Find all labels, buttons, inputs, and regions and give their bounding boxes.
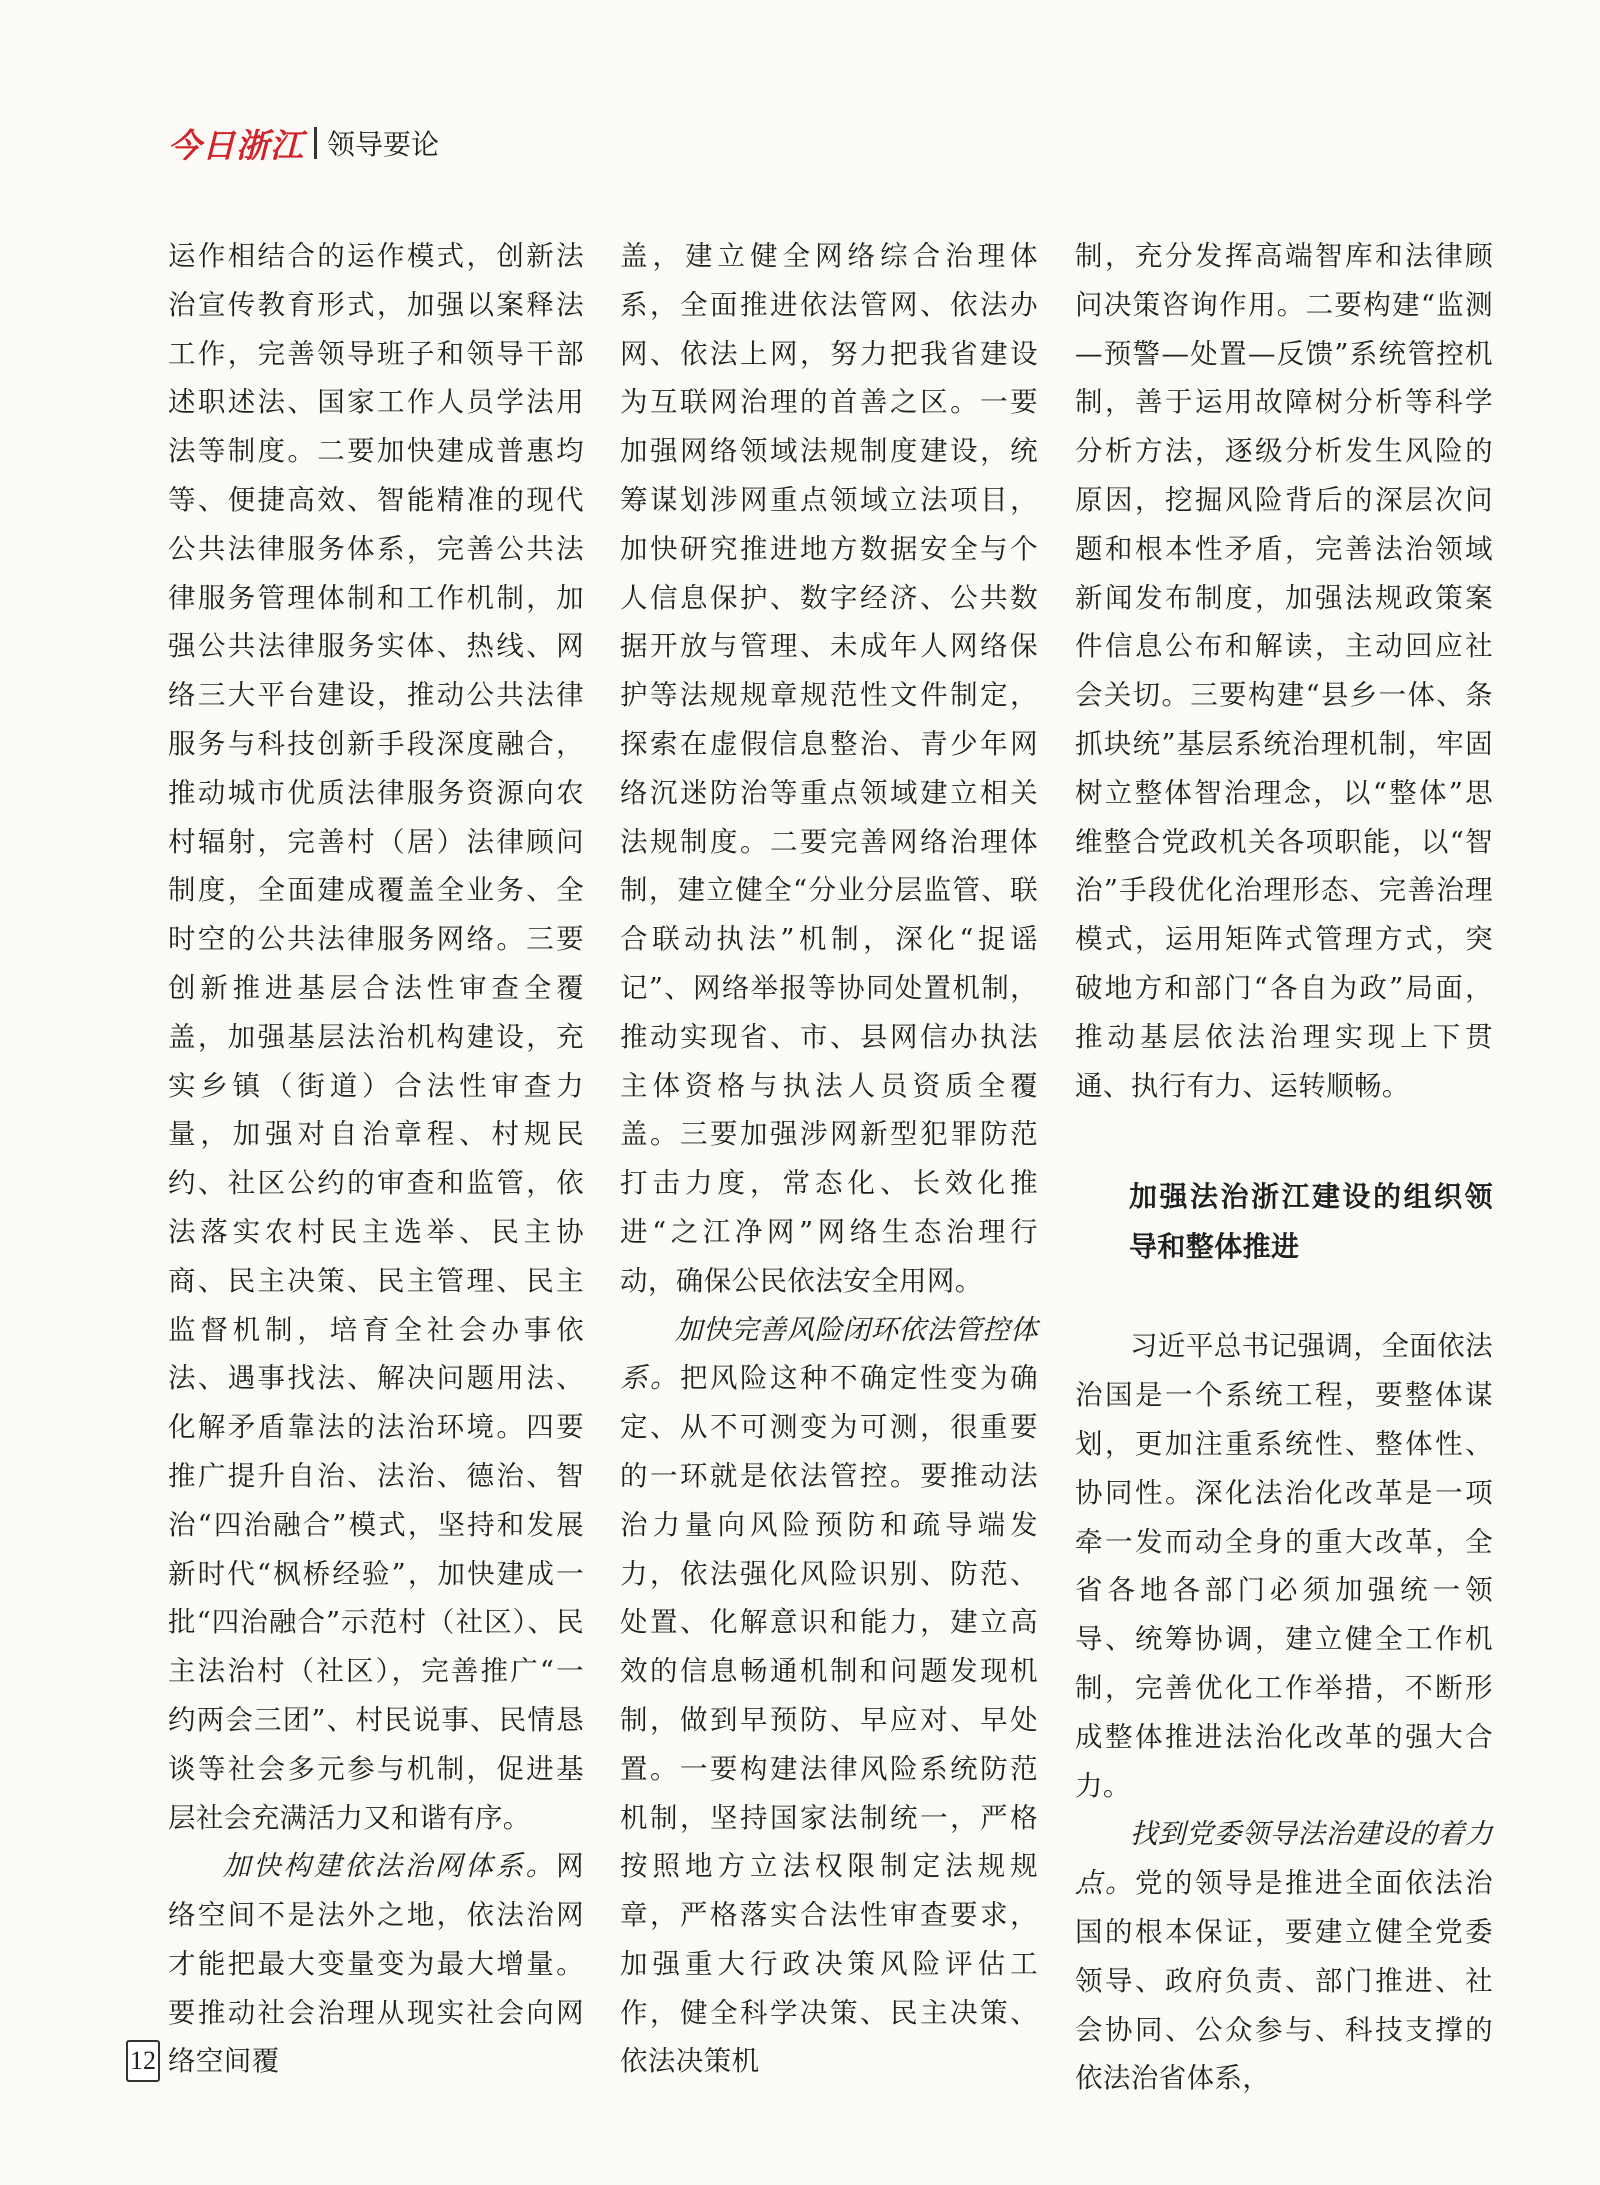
article-column-3: [1075, 232, 1493, 2103]
paragraph-lead: 找到党委领导法治建设的着力点。: [1075, 1818, 1493, 1900]
paragraph: 习近平总书记强调，全面依法治国是一个系统工程，要整体谋划，更加注重系统性、整体性、协同性。深化法治化改革是一项牵一发而动全身的重大改革，全省各地各部门必须加强统一领导、统筹协调，建立健全工作机制，完善优化工作举措，不断形成整体推进法治化改革的强大合力。: [1075, 1330, 1493, 1802]
magazine-logo: 今日浙江: [168, 125, 304, 165]
section-title: 领导要论: [327, 128, 440, 161]
paragraph: [168, 1842, 584, 2086]
article-column-1: [168, 232, 584, 2086]
page-header: [168, 120, 439, 166]
subsection-heading: 加强法治浙江建设的组织领导和整体推进: [1129, 1180, 1493, 1264]
paragraph: [1075, 1810, 1493, 2103]
page-number: 12: [126, 2040, 160, 2082]
paragraph: [620, 1306, 1038, 2087]
header-divider: [314, 127, 317, 159]
paragraph-lead: 加快构建依法治网体系。: [223, 1850, 557, 1883]
paragraph-body: 党的领导是推进全面依法治国的根本保证，要建立健全党委领导、政府负责、部门推进、社会协同、公众参与、科技支撑的依法治省体系，: [1075, 1867, 1493, 2095]
paragraph: 制，充分发挥高端智库和法律顾问决策咨询作用。二要构建“监测—预警—处置—反馈”系统管控机制，善于运用故障树分析等科学分析方法，逐级分析发生风险的原因，挖掘风险背后的深层次问题和根本性矛盾，完善法治领域新闻发布制度，加强法规政策案件信息公布和解读，主动回应社会关切。三要构建“县乡一体、条抓块统”基层系统治理机制，牢固树立整体智治理念，以“整体”思维整合党政机关各项职能，以“智治”手段优化治理形态、完善治理模式，运用矩阵式管理方式，突破地方和部门“各自为政”局面，推动基层依法治理实现上下贯通、执行有力、运转顺畅。: [1075, 240, 1493, 1102]
paragraph-body: 把风险这种不确定性变为确定、从不可测变为可测，很重要的一环就是依法管控。要推动法治力量向风险预防和疏导端发力，依法强化风险识别、防范、处置、化解意识和能力，建立高效的信息畅通机制和问题发现机制，做到早预防、早应对、早处置。一要构建法律风险系统防范机制，坚持国家法制统一，严格按照地方立法权限制定法规规章，严格落实合法性审查要求，加强重大行政决策风险评估工作，健全科学决策、民主决策、依法决策机: [620, 1362, 1038, 2078]
paragraph: 盖，建立健全网络综合治理体系，全面推进依法管网、依法办网、依法上网，努力把我省建设为互联网治理的首善之区。一要加强网络领域法规制度建设，统筹谋划涉网重点领域立法项目，加快研究推进地方数据安全与个人信息保护、数字经济、公共数据开放与管理、未成年人网络保护等法规规章规范性文件制定，探索在虚假信息整治、青少年网络沉迷防治等重点领域建立相关法规制度。二要完善网络治理体制，建立健全“分业分层监管、联合联动执法”机制，深化“捉谣记”、网络举报等协同处置机制，推动实现省、市、县网信办执法主体资格与执法人员资质全覆盖。三要加强涉网新型犯罪防范打击力度，常态化、长效化推进“之江净网”网络生态治理行动，确保公民依法安全用网。: [620, 240, 1038, 1297]
paragraph-body: 网络空间不是法外之地，依法治网才能把最大变量变为最大增量。要推动社会治理从现实社会向网络空间覆: [168, 1850, 584, 2078]
article-column-2: [620, 232, 1038, 2086]
paragraph-lead: 加快完善风险闭环依法管控体系。: [620, 1313, 1038, 1395]
paragraph: 运作相结合的运作模式，创新法治宣传教育形式，加强以案释法工作，完善领导班子和领导干部述职述法、国家工作人员学法用法等制度。二要加快建成普惠均等、便捷高效、智能精准的现代公共法律服务体系，完善公共法律服务管理体制和工作机制，加强公共法律服务实体、热线、网络三大平台建设，推动公共法律服务与科技创新手段深度融合，推动城市优质法律服务资源向农村辐射，完善村（居）法律顾问制度，全面建成覆盖全业务、全时空的公共法律服务网络。三要创新推进基层合法性审查全覆盖，加强基层法治机构建设，充实乡镇（街道）合法性审查力量，加强对自治章程、村规民约、社区公约的审查和监管，依法落实农村民主选举、民主协商、民主决策、民主管理、民主监督机制，培育全社会办事依法、遇事找法、解决问题用法、化解矛盾靠法的法治环境。四要推广提升自治、法治、德治、智治“四治融合”模式，坚持和发展新时代“枫桥经验”，加快建成一批“四治融合”示范村（社区）、民主法治村（社区），完善推广“一约两会三团”、村民说事、民情恳谈等社会多元参与机制，促进基层社会充满活力又和谐有序。: [168, 240, 584, 1834]
